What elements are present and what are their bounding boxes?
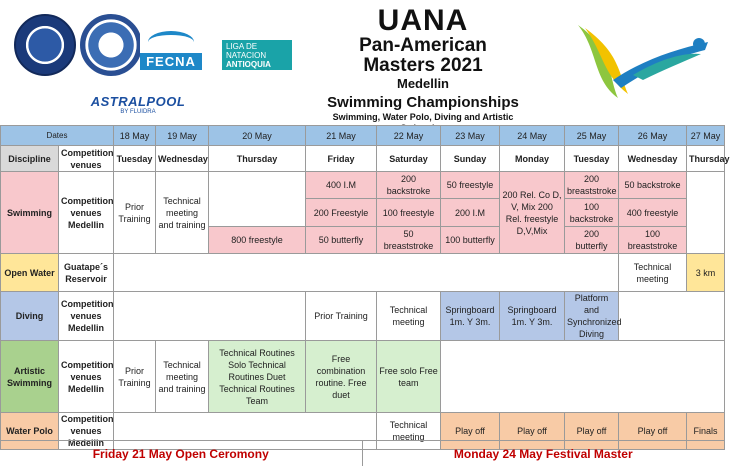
swim-event: 100 breaststroke	[619, 227, 687, 254]
open-water-empty	[114, 254, 619, 292]
subtitle: Swimming Championships	[327, 94, 519, 111]
title-pan-american: Pan-American	[359, 35, 487, 56]
swimming-thu-empty	[209, 172, 306, 227]
swim-event: 100 freestyle	[377, 199, 441, 227]
swim-event: 200 Freestyle	[306, 199, 377, 227]
opening-ceremony-note: Friday 21 May Open Ceromony	[0, 441, 363, 466]
uana-seal-logo	[14, 14, 76, 76]
swim-event: 200 backstroke	[377, 172, 441, 199]
artistic-event: Technical Routines Solo Technical Routines Duet Technical Routines Team	[209, 341, 306, 413]
date-cell: 22 May	[377, 126, 441, 146]
date-cell: 23 May	[441, 126, 500, 146]
fecna-text: FECNA	[140, 53, 202, 70]
title-uana: UANA	[377, 4, 469, 37]
diving-tech-meeting: Technical meeting	[377, 292, 441, 341]
date-cell: 21 May	[306, 126, 377, 146]
date-cell: 20 May	[209, 126, 306, 146]
day-cell: Saturday	[377, 146, 441, 172]
day-cell: Tuesday	[565, 146, 619, 172]
day-cell: Monday	[500, 146, 565, 172]
water-polo-event: Play off	[619, 413, 687, 450]
open-water-venue: Guatape´s Reservoir	[59, 254, 114, 292]
diving-empty-end	[619, 292, 725, 341]
fecna-wave-icon	[148, 31, 194, 53]
title-block	[318, 6, 528, 134]
dates-label: Dates	[1, 126, 114, 146]
artistic-tech-meeting: Technical meeting and training	[156, 341, 209, 413]
diving-event: Springboard 1m. Y 3m.	[441, 292, 500, 341]
diving-empty	[114, 292, 306, 341]
diving-label: Diving	[1, 292, 59, 341]
swim-event: 400 I.M	[306, 172, 377, 199]
swim-event: 100 butterfly	[441, 227, 500, 254]
day-cell: Friday	[306, 146, 377, 172]
swim-event: 200 butterfly	[565, 227, 619, 254]
schedule-table	[0, 125, 730, 450]
diving-event: Platform and Synchronized Diving	[565, 292, 619, 341]
swimming-label: Swimming	[1, 172, 59, 254]
venues-header: Competition venues	[59, 146, 114, 172]
title-city: Medellin	[396, 76, 449, 91]
swim-event: 50 backstroke	[619, 172, 687, 199]
swim-event: 100 backstroke	[565, 199, 619, 227]
date-cell: 25 May	[565, 126, 619, 146]
swim-event-relays: 200 Rel. Co D, V, Mix 200 Rel. freestyle D,V,Mix	[500, 172, 565, 254]
date-cell: 19 May	[156, 126, 209, 146]
day-cell: Thursday	[209, 146, 306, 172]
water-polo-event: Play off	[565, 413, 619, 450]
open-water-label: Open Water	[1, 254, 59, 292]
liga-antioquia-logo	[222, 40, 292, 70]
water-polo-event: Play off	[441, 413, 500, 450]
title-masters: Masters 2021	[363, 55, 483, 76]
swim-event: 50 freestyle	[441, 172, 500, 199]
water-polo-venue: Competition venues Medellin	[59, 413, 114, 450]
liga-line1: LIGA DE	[226, 42, 258, 51]
diving-event: Springboard 1m. Y 3m.	[500, 292, 565, 341]
swimming-27-empty	[687, 172, 725, 254]
artistic-row	[1, 341, 725, 413]
festival-master-note: Monday 24 May Festival Master	[453, 446, 633, 461]
diving-venue: Competition venues Medellin	[59, 292, 114, 341]
confederation-seal-logo	[80, 14, 142, 76]
swimmer-illustration	[573, 20, 713, 102]
days-row	[1, 146, 725, 172]
footer	[0, 440, 724, 466]
artistic-label: Artistic Swimming	[1, 341, 59, 413]
dates-row	[1, 126, 725, 146]
swim-event: 50 butterfly	[306, 227, 377, 254]
water-polo-label: Water Polo	[1, 413, 59, 450]
date-cell: 18 May	[114, 126, 156, 146]
astralpool-logo	[90, 93, 186, 115]
liga-line2: NATACION	[226, 51, 267, 60]
fluidra-text: BY FLUIDRA	[120, 108, 156, 115]
date-cell: 27 May	[687, 126, 725, 146]
astralpool-text: ASTRALPOOL	[90, 93, 186, 109]
swim-event: 400 freestyle	[619, 199, 687, 227]
open-water-tech-meeting: Technical meeting	[619, 254, 687, 292]
diving-prior-training: Prior Training	[306, 292, 377, 341]
liga-line3: ANTIOQUIA	[226, 60, 271, 69]
artistic-empty	[441, 341, 725, 413]
water-polo-tech-meeting: Technical meeting	[377, 413, 441, 450]
day-cell: Tuesday	[114, 146, 156, 172]
swimming-prior-training: Prior Training	[114, 172, 156, 254]
discipline-header: Discipline	[1, 146, 59, 172]
swimming-row-1	[1, 172, 725, 199]
swim-event: 200 I.M	[441, 199, 500, 227]
diving-row	[1, 292, 725, 341]
artistic-venue: Competition venues Medellin	[59, 341, 114, 413]
water-polo-event: Play off	[500, 413, 565, 450]
disciplines-subtitle: Swimming, Water Polo, Diving and Artistic	[332, 112, 514, 122]
swim-event: 800 freestyle	[209, 227, 306, 254]
day-cell: Wednesday	[156, 146, 209, 172]
artistic-event: Free solo Free team	[377, 341, 441, 413]
artistic-event: Free combination routine. Free duet	[306, 341, 377, 413]
day-cell: Sunday	[441, 146, 500, 172]
date-cell: 24 May	[500, 126, 565, 146]
swim-event: 200 breaststroke	[565, 172, 619, 199]
swimming-tech-meeting: Technical meeting and training	[156, 172, 209, 254]
artistic-prior-training: Prior Training	[114, 341, 156, 413]
day-cell: Wednesday	[619, 146, 687, 172]
day-cell: Thursday	[687, 146, 725, 172]
date-cell: 26 May	[619, 126, 687, 146]
header	[0, 0, 724, 125]
swim-event: 50 breaststroke	[377, 227, 441, 254]
open-water-row	[1, 254, 725, 292]
open-water-event: 3 km	[687, 254, 725, 292]
fecna-logo	[140, 28, 202, 72]
water-polo-finals: Finals	[687, 413, 725, 450]
swimming-venue: Competition venues Medellin	[59, 172, 114, 254]
